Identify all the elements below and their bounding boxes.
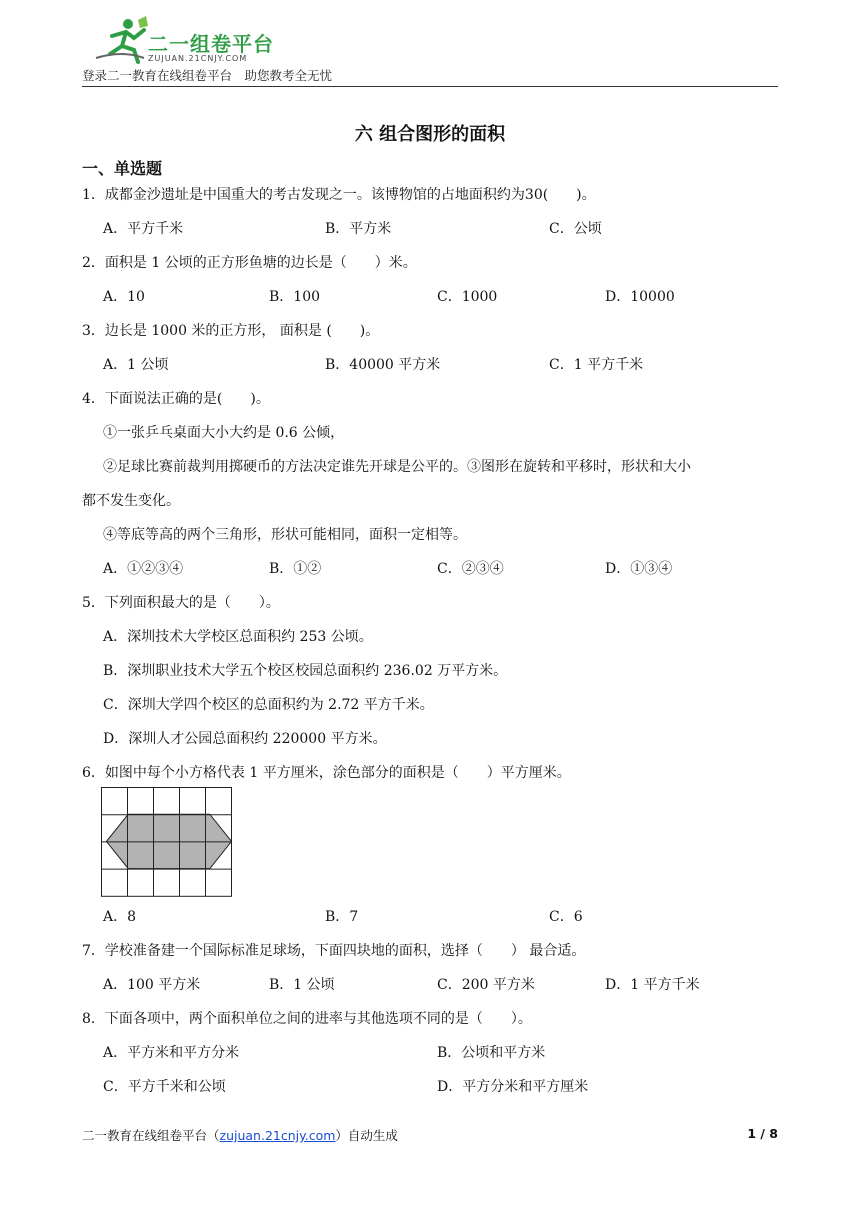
question-4-statement-2-cont: 都不发生变化。	[82, 493, 180, 509]
question-4-option-d[interactable]: D．①③④	[605, 561, 673, 577]
question-7-option-a[interactable]: A．100 平方米	[103, 977, 201, 993]
question-3-option-a[interactable]: A．1 公顷	[103, 357, 169, 373]
question-4-option-a[interactable]: A．①②③④	[103, 561, 184, 577]
footer-prefix: 二一教育在线组卷平台（	[82, 1128, 220, 1143]
question-4-statement-1: ①一张乒乓桌面大小大约是 0.6 公倾，	[103, 425, 345, 441]
question-3-option-b[interactable]: B．40000 平方米	[325, 357, 441, 373]
question-1-option-a[interactable]: A．平方千米	[103, 221, 184, 237]
logo-text: 二一组卷平台	[148, 32, 274, 56]
question-8-option-b[interactable]: B．公顷和平方米	[437, 1045, 546, 1061]
question-3-stem: 3．边长是 1000 米的正方形， 面积是 ( )。	[82, 323, 380, 339]
question-5-option-d[interactable]: D．深圳人才公园总面积约 220000 平方米。	[103, 731, 387, 747]
question-8-stem: 8．下面各项中，两个面积单位之间的进率与其他选项不同的是（ ）。	[82, 1011, 532, 1027]
question-4-stem: 4．下面说法正确的是( )。	[82, 391, 270, 407]
question-1-option-b[interactable]: B．平方米	[325, 221, 392, 237]
question-6-option-c[interactable]: C．6	[549, 909, 583, 925]
page-title: 六 组合图形的面积	[354, 124, 506, 145]
question-4-statement-4: ④等底等高的两个三角形，形状可能相同，面积一定相等。	[103, 527, 467, 543]
logo-subtext: ZUJUAN.21CNJY.COM	[148, 54, 248, 63]
question-6-option-a[interactable]: A．8	[103, 909, 137, 925]
question-8-option-a[interactable]: A．平方米和平方分米	[103, 1045, 240, 1061]
footer-attribution	[82, 1126, 398, 1144]
question-2-option-d[interactable]: D．10000	[605, 289, 675, 305]
question-7-option-d[interactable]: D．1 平方千米	[605, 977, 700, 993]
question-6-option-b[interactable]: B．7	[325, 909, 359, 925]
question-7-option-b[interactable]: B．1 公顷	[269, 977, 335, 993]
shaded-hexagon-grid-figure	[101, 787, 235, 897]
question-5-option-a[interactable]: A．深圳技术大学校区总面积约 253 公顷。	[103, 629, 373, 645]
question-5-option-c[interactable]: C．深圳大学四个校区的总面积约为 2.72 平方千米。	[103, 697, 434, 713]
question-4-statement-2: ②足球比赛前裁判用掷硬币的方法决定谁先开球是公平的。③图形在旋转和平移时，形状和大小	[103, 459, 691, 475]
question-2-option-b[interactable]: B．100	[269, 289, 321, 305]
question-2-stem: 2．面积是 1 公顷的正方形鱼塘的边长是（ ）米。	[82, 255, 417, 271]
question-3-option-c[interactable]: C．1 平方千米	[549, 357, 644, 373]
page-number: 1 / 8	[747, 1126, 778, 1141]
header-slogan: 登录二一教育在线组卷平台 助您教考全无忧	[82, 68, 333, 83]
question-8-option-d[interactable]: D．平方分米和平方厘米	[437, 1079, 589, 1095]
footer-suffix: ）自动生成	[335, 1128, 398, 1143]
question-2-option-a[interactable]: A．10	[103, 289, 145, 305]
question-4-option-c[interactable]: C．②③④	[437, 561, 504, 577]
question-1-option-c[interactable]: C．公顷	[549, 221, 602, 237]
question-5-option-b[interactable]: B．深圳职业技术大学五个校区校园总面积约 236.02 万平方米。	[103, 663, 508, 679]
header-divider	[82, 86, 778, 87]
question-1-stem: 1．成都金沙遗址是中国重大的考古发现之一。该博物馆的占地面积约为30( )。	[82, 187, 596, 203]
question-4-option-b[interactable]: B．①②	[269, 561, 322, 577]
question-5-stem: 5．下列面积最大的是（ ）。	[82, 595, 280, 611]
question-2-option-c[interactable]: C．1000	[437, 289, 498, 305]
question-7-stem: 7．学校准备建一个国际标准足球场，下面四块地的面积，选择（ ） 最合适。	[82, 943, 586, 959]
footer-link[interactable]: zujuan.21cnjy.com	[219, 1128, 336, 1143]
question-7-option-c[interactable]: C．200 平方米	[437, 977, 535, 993]
question-8-option-c[interactable]: C．平方千米和公顷	[103, 1079, 226, 1095]
question-6-stem: 6．如图中每个小方格代表 1 平方厘米，涂色部分的面积是（ ）平方厘米。	[82, 765, 571, 781]
section-heading: 一、单选题	[82, 159, 163, 178]
